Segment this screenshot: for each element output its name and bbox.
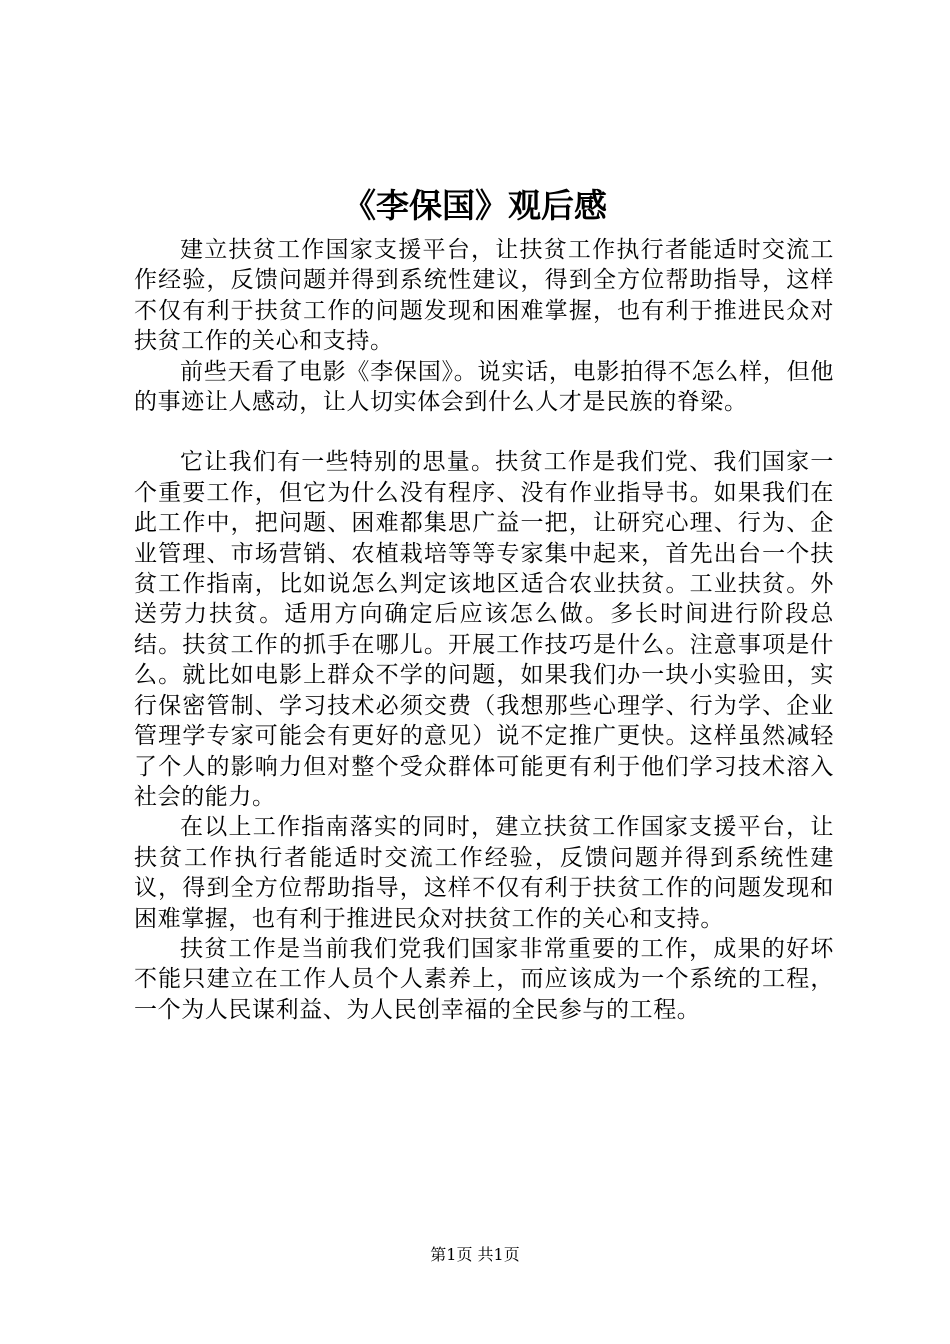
paragraph-5: 扶贫工作是当前我们党我们国家非常重要的工作，成果的好坏不能只建立在工作人员个人素养上，而应该成为一个系统的工程，一个为人民谋利益、为人民创幸福的全民参与的工程。 (134, 935, 834, 1023)
paragraph-2: 前些天看了电影《李保国》。说实话，电影拍得不怎么样，但他的事迹让人感动，让人切实体会到什么人才是民族的脊梁。 (134, 358, 834, 416)
paragraph-3: 它让我们有一些特别的思量。扶贫工作是我们党、我们国家一个重要工作，但它为什么没有程序、没有作业指导书。如果我们在此工作中，把问题、困难都集思广益一把，让研究心理、行为、企业管理、市场营销、农植栽培等等专家集中起来，首先出台一个扶贫工作指南，比如说怎么判定该地区适合农业扶贫。工业扶贫。外送劳力扶贫。适用方向确定后应该怎么做。多长时间进行阶段总结。扶贫工作的抓手在哪儿。开展工作技巧是什么。注意事项是什么。就比如电影上群众不学的问题，如果我们办一块小实验田，实行保密管制、学习技术必须交费（我想那些心理学、行为学、企业管理学专家可能会有更好的意见）说不定推广更快。这样虽然减轻了个人的影响力但对整个受众群体可能更有利于他们学习技术溶入社会的能力。 (134, 449, 834, 810)
document-body (134, 235, 834, 1025)
page-number-footer: 第1页 共1页 (430, 1245, 520, 1264)
document-title: 《李保国》观后感 (343, 186, 607, 225)
paragraph-1: 建立扶贫工作国家支援平台，让扶贫工作执行者能适时交流工作经验，反馈问题并得到系统性建议，得到全方位帮助指导，这样不仅有利于扶贫工作的问题发现和困难掌握，也有利于推进民众对扶贫工作的关心和支持。 (134, 237, 834, 355)
paragraph-4: 在以上工作指南落实的同时，建立扶贫工作国家支援平台，让扶贫工作执行者能适时交流工作经验，反馈问题并得到系统性建议，得到全方位帮助指导，这样不仅有利于扶贫工作的问题发现和困难掌握，也有利于推进民众对扶贫工作的关心和支持。 (134, 814, 834, 932)
